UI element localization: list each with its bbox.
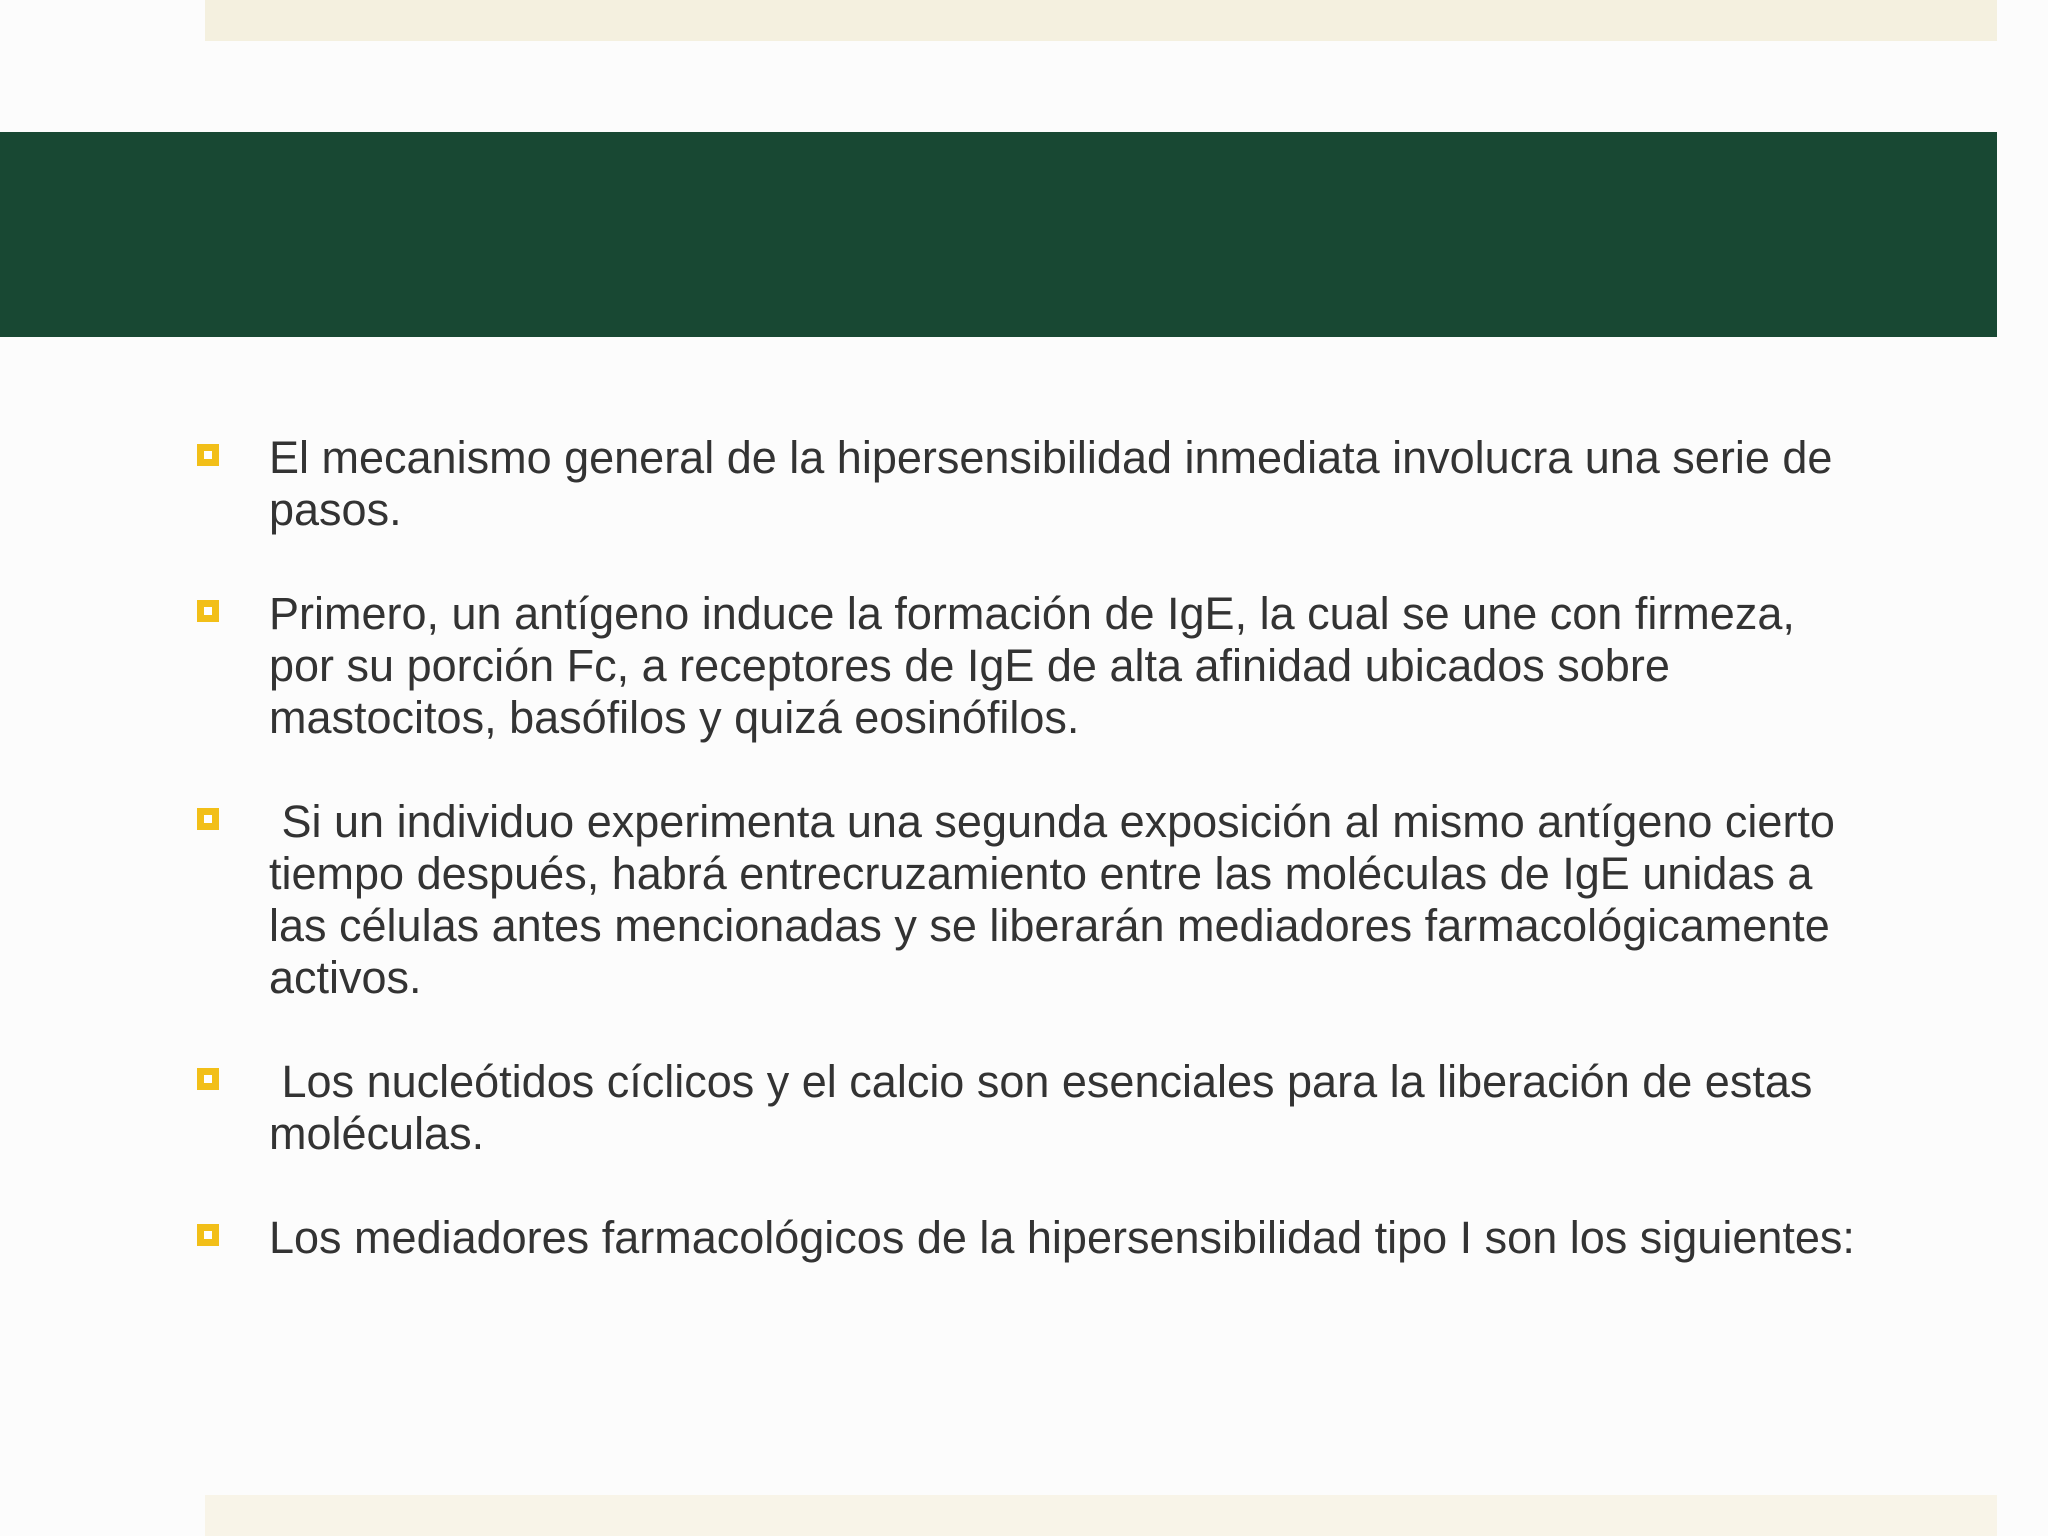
- square-bullet-icon: [197, 600, 219, 622]
- bullet-text: El mecanismo general de la hipersensibilidad inmediata involucra una serie de pasos.: [269, 432, 1845, 535]
- bullet-item: [195, 796, 1855, 1004]
- bullet-item: [195, 588, 1855, 744]
- square-bullet-icon: [197, 1068, 219, 1090]
- bullet-text: Primero, un antígeno induce la formación de IgE, la cual se une con firmeza, por su porción Fc, a receptores de IgE de alta afinidad ubicados sobre mastocitos, basófilos y quizá eosinófilos.: [269, 588, 1808, 743]
- square-bullet-icon: [197, 808, 219, 830]
- title-bar: [0, 132, 1997, 337]
- bullet-list: [195, 432, 1855, 1316]
- bullet-item: [195, 1056, 1855, 1160]
- square-bullet-icon: [197, 444, 219, 466]
- bullet-item: [195, 1212, 1855, 1264]
- bullet-text: Los mediadores farmacológicos de la hipersensibilidad tipo I son los siguientes:: [269, 1212, 1855, 1263]
- bullet-item: [195, 432, 1855, 536]
- bullet-text: Los nucleótidos cíclicos y el calcio son esenciales para la liberación de estas moléculas.: [269, 1056, 1825, 1159]
- top-decorative-band: [205, 0, 1997, 41]
- square-bullet-icon: [197, 1224, 219, 1246]
- bottom-decorative-band: [205, 1495, 1997, 1536]
- bullet-text: Si un individuo experimenta una segunda exposición al mismo antígeno cierto tiempo después, habrá entrecruzamiento entre las moléculas de IgE unidas a las células antes mencionadas y se liberarán mediadores farmacológicamente activos.: [269, 796, 1848, 1003]
